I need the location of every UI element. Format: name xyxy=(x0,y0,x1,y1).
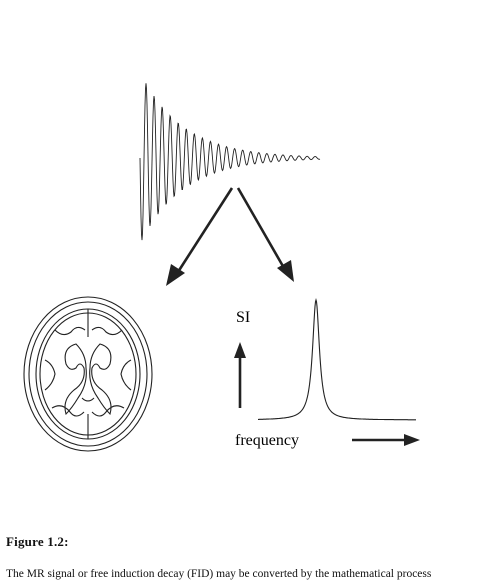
brain-image-illustration xyxy=(24,297,152,451)
si-up-arrow xyxy=(234,342,246,408)
spectrum-peak-curve xyxy=(258,300,416,420)
figure-caption-label: Figure 1.2: xyxy=(6,534,69,549)
fid-waveform xyxy=(140,83,320,240)
frequency-right-arrow xyxy=(352,434,420,446)
frequency-axis-label: frequency xyxy=(235,432,299,449)
arrow-to-spectrum xyxy=(238,188,294,282)
si-axis-label: SI xyxy=(236,309,251,326)
arrow-to-image xyxy=(166,188,232,286)
figure-caption-text: The MR signal or free induction decay (FID) may be converted by the mathematical process xyxy=(6,568,432,580)
